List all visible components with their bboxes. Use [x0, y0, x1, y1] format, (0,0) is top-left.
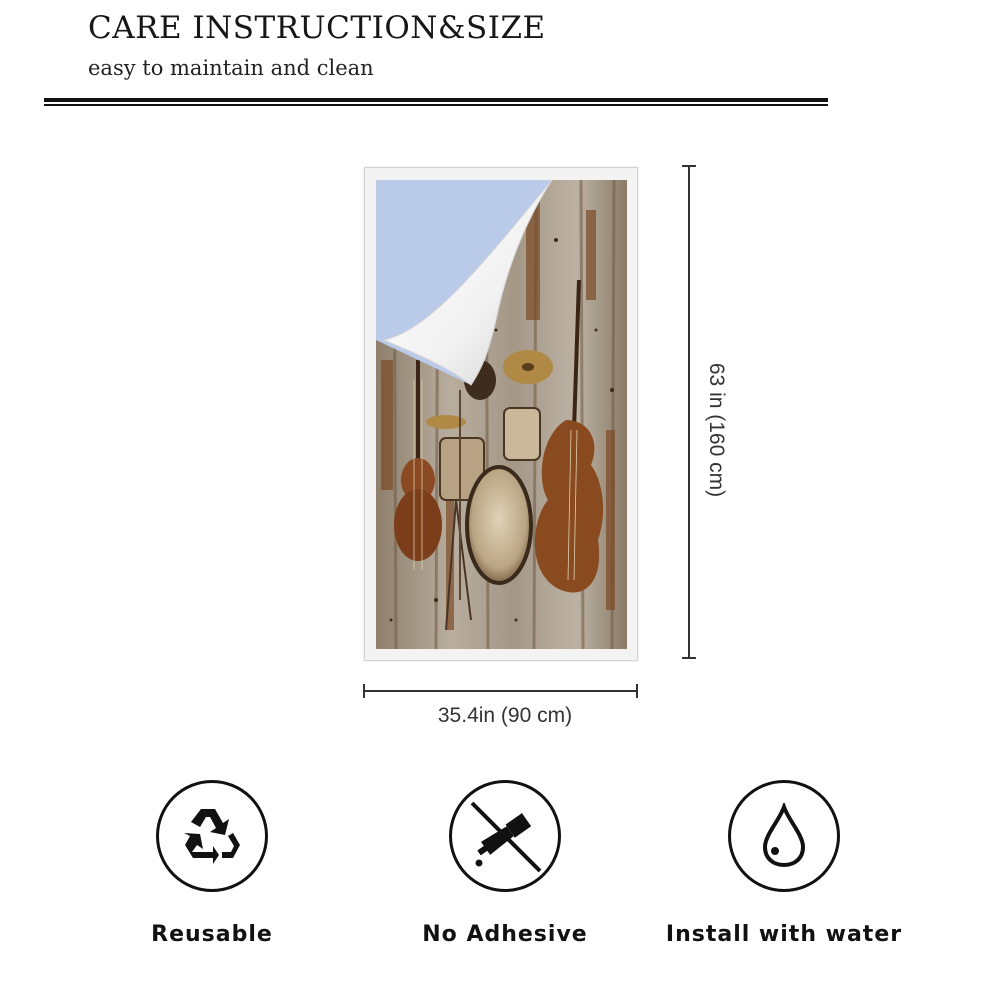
page-subtitle: easy to maintain and clean [88, 56, 374, 80]
height-label: 63 in (160 cm) [705, 362, 728, 498]
feature-install-with-water-label: Install with water [665, 922, 903, 947]
poster-artwork [376, 180, 627, 649]
width-label: 35.4in (90 cm) [437, 704, 573, 727]
no-glue-icon [449, 780, 561, 892]
height-dimension-cap-top [682, 165, 696, 167]
page-title: CARE INSTRUCTION&SIZE [88, 10, 546, 46]
feature-install-with-water [654, 780, 914, 947]
width-dimension-cap-right [636, 684, 638, 698]
width-dimension-line [363, 690, 638, 692]
height-dimension-line [688, 165, 690, 659]
feature-reusable [82, 780, 342, 947]
recycle-icon [156, 780, 268, 892]
feature-no-adhesive-label: No Adhesive [422, 922, 588, 947]
water-drop-icon [728, 780, 840, 892]
header-divider [44, 98, 828, 102]
feature-reusable-label: Reusable [151, 922, 273, 947]
height-dimension-cap-bottom [682, 657, 696, 659]
header-divider-thin [44, 104, 828, 106]
width-dimension-cap-left [363, 684, 365, 698]
feature-no-adhesive [375, 780, 635, 947]
